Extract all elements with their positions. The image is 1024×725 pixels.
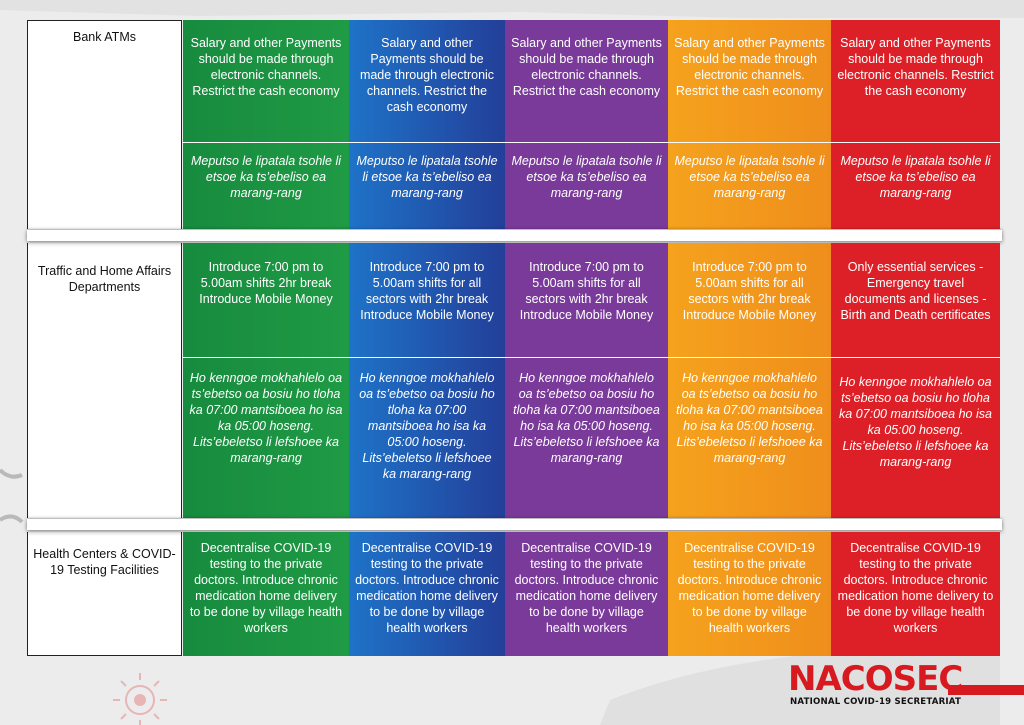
bank-st-purple (505, 143, 668, 229)
cell-text: Salary and other Payments should be made through electronic channels. Restrict the cash economy (837, 36, 994, 98)
cell-text: Meputso le lipatala tsohle li etsoe ka ts’ebeliso ea marang-rang (190, 154, 342, 200)
health-en-orange (668, 532, 831, 656)
bank-en-orange (668, 20, 831, 142)
cell-text: Meputso le lipatala tsohle li etsoe ka ts’ebeliso ea marang-rang (356, 154, 498, 200)
row-label-text: Health Centers & COVID-19 Testing Facilities (33, 547, 176, 577)
cell-text: Salary and other Payments should be made through electronic channels. Restrict the cash economy (674, 36, 825, 98)
cell-text: Introduce 7:00 pm to 5.00am shifts 2hr break Introduce Mobile Money (199, 260, 333, 306)
health-en-red (831, 532, 1000, 656)
cell-text: Ho kenngoe mokhahlelo oa ts’ebetso oa bosiu ho tloha ka 07:00 mantsiboea ho isa ka 05:00 hoseng. Lits’ebeletso li lefshoee ka marang-rang (189, 371, 343, 465)
cell-text: Meputso le lipatala tsohle li etsoe ka ts’ebeliso ea marang-rang (674, 154, 825, 200)
bank-en-green (183, 20, 349, 142)
cell-text: Meputso le lipatala tsohle li etsoe ka ts’ebeliso ea marang-rang (511, 154, 662, 200)
cell-text: Salary and other Payments should be made through electronic channels. Restrict the cash economy (359, 36, 495, 114)
traffic-en-orange (668, 243, 831, 357)
cell-text: Ho kenngoe mokhahlelo oa ts’ebetso oa bosiu ho tloha ka 07:00 mantsiboea ho isa ka 05:00 hoseng. Lits’ebeletso li lefshoee ka marang-rang (513, 371, 660, 465)
virus-icon (113, 673, 167, 725)
cell-text: Meputso le lipatala tsohle li etsoe ka ts’ebeliso ea marang-rang (840, 154, 991, 200)
health-en-green (183, 532, 349, 656)
cell-text: Introduce 7:00 pm to 5.00am shifts for all sectors with 2hr break Introduce Mobile Money (519, 260, 654, 322)
row-label-health (27, 532, 182, 656)
bank-st-blue (349, 143, 505, 229)
traffic-st-red (831, 358, 1000, 518)
bank-st-green (183, 143, 349, 229)
logo-name: NACOSEC (788, 659, 963, 699)
traffic-st-green (183, 358, 349, 518)
bank-en-red (831, 20, 1000, 142)
cell-text: Introduce 7:00 pm to 5.00am shifts for all sectors with 2hr break Introduce Mobile Money (360, 260, 494, 322)
cell-text: Ho kenngoe mokhahlelo oa ts’ebetso oa bosiu ho tloha ka 07:00 mantsiboea ho isa ka 05:00 hoseng. Lits’ebeletso li lefshoee ka marang-rang (359, 371, 495, 481)
cell-text: Ho kenngoe mokhahlelo oa ts’ebetso oa bosiu ho tloha ka 07:00 mantsiboea ho isa ka 05:00 hoseng. Lits’ebeletso li lefshoee ka marang-rang (676, 371, 823, 465)
logo-subtitle: NATIONAL COVID-19 SECRETARIAT (790, 697, 962, 707)
cell-text: Decentralise COVID-19 testing to the private doctors. Introduce chronic medication home delivery to be done by village health workers (677, 541, 822, 635)
nacosec-logo (788, 660, 988, 710)
traffic-st-blue (349, 358, 505, 518)
row-label-text: Traffic and Home Affairs Departments (37, 264, 172, 294)
bank-st-red (831, 143, 1000, 229)
traffic-en-green (183, 243, 349, 357)
traffic-en-red (831, 243, 1000, 357)
traffic-en-blue (349, 243, 505, 357)
section-separator (27, 519, 1002, 530)
cell-text: Decentralise COVID-19 testing to the private doctors. Introduce chronic medication home delivery to be done by village health workers (355, 541, 499, 635)
cell-text: Decentralise COVID-19 testing to the private doctors. Introduce chronic medication home delivery to be done by village health workers (514, 541, 659, 635)
row-label-traffic (27, 243, 182, 518)
cell-text: Only essential services -Emergency travel documents and licenses -Birth and Death certificates (840, 260, 991, 322)
cell-text: Decentralise COVID-19 testing to the private doctors. Introduce chronic medication home delivery to be done by village health workers (189, 541, 343, 635)
cell-text: Salary and other Payments should be made through electronic channels. Restrict the cash economy (511, 36, 662, 98)
cell-text: Decentralise COVID-19 testing to the private doctors. Introduce chronic medication home delivery to be done by village health workers (837, 541, 994, 635)
health-en-purple (505, 532, 668, 656)
row-label-text: Bank ATMs (73, 30, 136, 44)
traffic-en-purple (505, 243, 668, 357)
bank-en-blue (349, 20, 505, 142)
cell-text: Ho kenngoe mokhahlelo oa ts’ebetso oa bosiu ho tloha ka 07:00 mantsiboea ho isa ka 05:00 hoseng. Lits’ebeletso li lefshoee ka marang-rang (839, 375, 992, 469)
cell-text: Introduce 7:00 pm to 5.00am shifts for all sectors with 2hr break Introduce Mobile Money (682, 260, 817, 322)
health-en-blue (349, 532, 505, 656)
bank-en-purple (505, 20, 668, 142)
row-label-bank-atms (27, 20, 182, 229)
bank-st-orange (668, 143, 831, 229)
traffic-st-purple (505, 358, 668, 518)
section-separator (27, 230, 1002, 241)
cell-text: Salary and other Payments should be made through electronic channels. Restrict the cash economy (190, 36, 342, 98)
traffic-st-orange (668, 358, 831, 518)
